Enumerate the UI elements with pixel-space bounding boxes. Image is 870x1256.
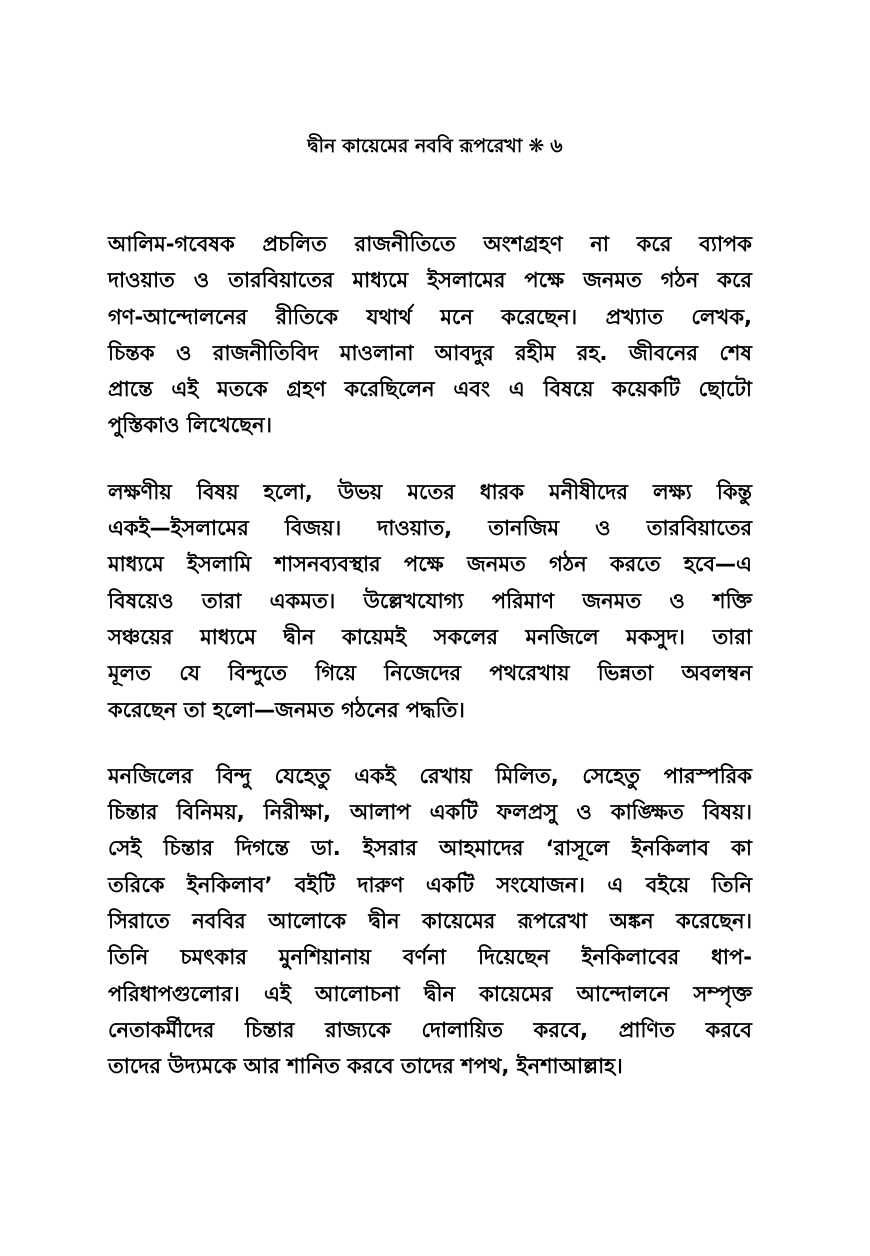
ornament-icon: ❋ xyxy=(528,135,545,157)
text-line: চিন্তক ও রাজনীতিবিদ মাওলানা আবদুর রহীম রহ. জীবনের শেষ xyxy=(108,340,752,365)
text-line: পরিধাপগুলোর। এই আলোচনা দ্বীন কায়েমের আন্দোলনে সম্পৃক্ত xyxy=(108,981,752,1006)
text-line: নেতাকর্মীদের চিন্তার রাজ্যকে দোলায়িত করবে, প্রাণিত করবে xyxy=(108,1017,752,1042)
text-line: বিষয়েও তারা একমত। উল্লেখযোগ্য পরিমাণ জনমত ও শক্তি xyxy=(108,588,752,613)
text-line: তিনি চমৎকার মুনশিয়ানায় বর্ণনা দিয়েছেন ইনকিলাবের ধাপ- xyxy=(108,945,752,970)
text-line: সেই চিন্তার দিগন্তে ডা. ইসরার আহমাদের ‘রাসূলে ইনকিলাব কা xyxy=(108,836,752,861)
text-line: প্রান্তে এই মতকে গ্রহণ করেছিলেন এবং এ বিষয়ে কয়েকটি ছোটো xyxy=(108,377,752,402)
text-line: দাওয়াত ও তারবিয়াতের মাধ্যমে ইসলামের পক্ষে জনমত গঠন করে xyxy=(108,268,752,293)
text-line: করেছেন তা হলো—জনমত গঠনের পদ্ধতি। xyxy=(108,697,465,722)
text-line: মনজিলের বিন্দু যেহেতু একই রেখায় মিলিত, সেহেতু পারস্পরিক xyxy=(108,763,752,788)
body-text xyxy=(108,226,752,1115)
paragraph-1 xyxy=(108,226,752,444)
text-line: তরিকে ইনকিলাব’ বইটি দারুণ একটি সংযোজন। এ বইয়ে তিনি xyxy=(108,872,752,897)
text-line: লক্ষণীয় বিষয় হলো, উভয় মতের ধারক মনীষীদের লক্ষ্য কিন্তু xyxy=(108,479,752,504)
text-line: মূলত যে বিন্দুতে গিয়ে নিজেদের পথরেখায় ভিন্নতা অবলম্বন xyxy=(108,661,752,686)
page-number: ৬ xyxy=(550,135,563,157)
text-line: সিরাতে নববির আলোকে দ্বীন কায়েমের রূপরেখা অঙ্কন করেছেন। xyxy=(108,909,752,934)
text-line: তাদের উদ্যমকে আর শানিত করবে তাদের শপথ, ইনশাআল্লাহ। xyxy=(108,1054,623,1079)
text-line: পুস্তিকাও লিখেছেন। xyxy=(108,413,273,438)
text-line: মাধ্যমে ইসলামি শাসনব্যবস্থার পক্ষে জনমত গঠন করতে হবে—এ xyxy=(108,552,752,577)
paragraph-3 xyxy=(108,758,752,1085)
text-line: আলিম-গবেষক প্রচলিত রাজনীতিতে অংশগ্রহণ না করে ব্যাপক xyxy=(108,232,752,256)
book-title: দ্বীন কায়েমের নববি রূপরেখা xyxy=(307,135,523,157)
text-line: একই—ইসলামের বিজয়। দাওয়াত, তানজিম ও তারবিয়াতের xyxy=(108,516,752,541)
text-line: চিন্তার বিনিময়, নিরীক্ষা, আলাপ একটি ফলপ্রসু ও কাঙ্ক্ষিত বিষয়। xyxy=(108,800,752,825)
paragraph-2 xyxy=(108,474,752,728)
running-header xyxy=(0,132,870,160)
text-line: সঞ্চয়ের মাধ্যমে দ্বীন কায়েমই সকলের মনজিলে মকসুদ। তারা xyxy=(108,624,752,649)
text-line: গণ-আন্দোলনের রীতিকে যথার্থ মনে করেছেন। প্রখ্যাত লেখক, xyxy=(108,304,752,329)
